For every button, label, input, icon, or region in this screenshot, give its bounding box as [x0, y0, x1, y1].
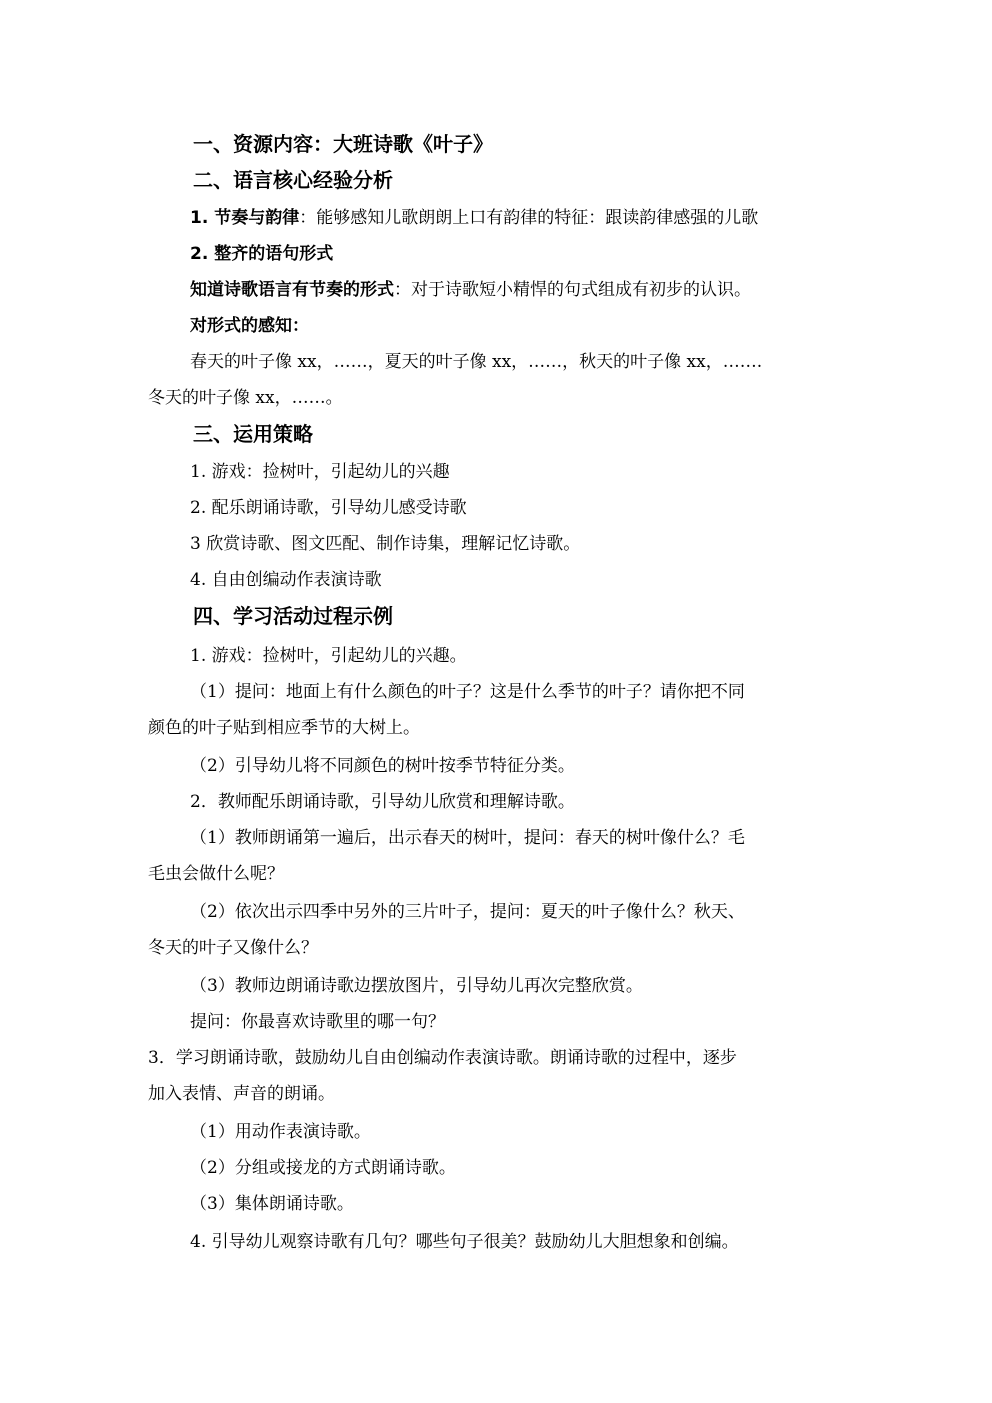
strategy-item: 3 欣赏诗歌、图文匹配、制作诗集，理解记忆诗歌。 [190, 534, 581, 554]
experience-form-perception: 对形式的感知： [190, 316, 309, 336]
process-step-continued: 加入表情、声音的朗诵。 [148, 1084, 335, 1104]
process-question: 提问：你最喜欢诗歌里的哪一句？ [190, 1012, 445, 1032]
heading-strategy: 三、运用策略 [193, 422, 313, 446]
experience-poem-form-label: 知道诗歌语言有节奏的形式 [190, 280, 394, 300]
process-substep-continued: 颜色的叶子贴到相应季节的大树上。 [148, 718, 420, 738]
experience-rhythm-label: 1. 节奏与韵律 [190, 208, 300, 228]
process-substep: （3）集体朗诵诗歌。 [190, 1194, 354, 1214]
process-substep: （2）分组或接龙的方式朗诵诗歌。 [190, 1158, 456, 1178]
experience-poem-form-text: ：对于诗歌短小精悍的句式组成有初步的认识。 [394, 280, 751, 300]
experience-poem-form [190, 278, 751, 302]
pattern-line: 冬天的叶子像 xx，……。 [148, 388, 343, 408]
strategy-item: 1. 游戏：捡树叶，引起幼儿的兴趣 [190, 462, 450, 482]
process-substep: （2）引导幼儿将不同颜色的树叶按季节特征分类。 [190, 756, 575, 776]
process-step: 3．学习朗诵诗歌，鼓励幼儿自由创编动作表演诗歌。朗诵诗歌的过程中，逐步 [148, 1048, 737, 1068]
process-substep: （3）教师边朗诵诗歌边摆放图片，引导幼儿再次完整欣赏。 [190, 976, 643, 996]
process-substep: （2）依次出示四季中另外的三片叶子，提问：夏天的叶子像什么？秋天、 [190, 902, 745, 922]
process-substep-continued: 冬天的叶子又像什么？ [148, 938, 318, 958]
strategy-item: 2. 配乐朗诵诗歌，引导幼儿感受诗歌 [190, 498, 467, 518]
heading-activity-process: 四、学习活动过程示例 [193, 604, 393, 628]
experience-rhythm-text: ：能够感知儿歌朗朗上口有韵律的特征：跟读韵律感强的儿歌 [299, 208, 759, 228]
process-step: 4. 引导幼儿观察诗歌有几句？哪些句子很美？鼓励幼儿大胆想象和创编。 [190, 1232, 739, 1252]
process-step: 1. 游戏：捡树叶，引起幼儿的兴趣。 [190, 646, 467, 666]
experience-sentence-form: 2. 整齐的语句形式 [190, 244, 334, 264]
heading-resource-content: 一、资源内容：大班诗歌《叶子》 [193, 132, 493, 156]
experience-rhythm [190, 206, 758, 230]
process-substep: （1）提问：地面上有什么颜色的叶子？这是什么季节的叶子？请你把不同 [190, 682, 745, 702]
process-substep: （1）用动作表演诗歌。 [190, 1122, 371, 1142]
process-step: 2．教师配乐朗诵诗歌，引导幼儿欣赏和理解诗歌。 [190, 792, 575, 812]
strategy-item: 4. 自由创编动作表演诗歌 [190, 570, 382, 590]
heading-core-experience: 二、语言核心经验分析 [193, 168, 393, 192]
process-substep-continued: 毛虫会做什么呢？ [148, 864, 284, 884]
process-substep: （1）教师朗诵第一遍后，出示春天的树叶，提问：春天的树叶像什么？毛 [190, 828, 745, 848]
pattern-line: 春天的叶子像 xx，……，夏天的叶子像 xx，……，秋天的叶子像 xx，……. [190, 352, 763, 372]
